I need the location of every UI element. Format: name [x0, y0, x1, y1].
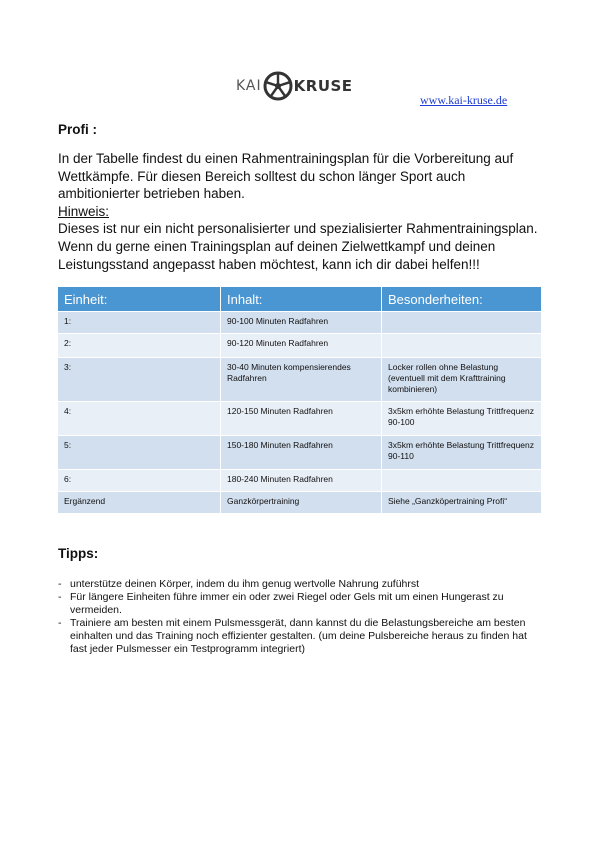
tip-text: Für längere Einheiten führe immer ein oder zwei Riegel oder Gels mit um einen Hungerast zu vermeiden. — [70, 591, 504, 616]
table-row — [58, 358, 542, 402]
table-cell — [382, 334, 542, 358]
table-row — [58, 436, 542, 470]
table-cell: 3x5km erhöhte Belastung Trittfrequenz 90-110 — [382, 436, 542, 470]
table-cell: 4: — [58, 402, 221, 436]
training-plan-table — [57, 286, 542, 514]
tip-text: Trainiere am besten mit einem Pulsmessgerät, dann kannst du die Belastungsbereiche am besten einhalten und das Training noch effizienter gestalten. (um deine Pulsbereiche heraus zu finden hat fast jeder Pulsmesser ein Testprogramm integriert) — [70, 617, 527, 655]
page-title: Profi : — [58, 122, 97, 137]
table-cell: Ergänzend — [58, 492, 221, 514]
table-cell: 2: — [58, 334, 221, 358]
table-cell: 120-150 Minuten Radfahren — [221, 402, 382, 436]
table-cell: 5: — [58, 436, 221, 470]
table-row — [58, 402, 542, 436]
list-item: - Für längere Einheiten führe immer ein oder zwei Riegel oder Gels mit um einen Hungerast zu vermeiden. — [58, 591, 504, 616]
intro-paragraph: In der Tabelle findest du einen Rahmentrainingsplan für die Vorbereitung auf Wettkämpfe. Für diesen Bereich solltest du schon länger Sport auch ambitionierter betrieben haben. — [58, 151, 514, 202]
table-cell — [382, 312, 542, 334]
table-cell: Locker rollen ohne Belastung (eventuell mit dem Krafttraining kombinieren) — [382, 358, 542, 402]
table-row — [58, 470, 542, 492]
website-link[interactable]: www.kai-kruse.de — [420, 93, 508, 107]
table-cell: 3x5km erhöhte Belastung Trittfrequenz 90-100 — [382, 402, 542, 436]
table-cell: 90-120 Minuten Radfahren — [221, 334, 382, 358]
hint-text: Dieses ist nur ein nicht personalisierter und spezialisierter Rahmentrainingsplan. Wenn du gerne einen Trainingsplan auf deinen Zielwettkampf und deinen Leistungsstand angepasst haben möchtest, kann ich dir dabei helfen!!! — [58, 221, 538, 272]
table-cell: 3: — [58, 358, 221, 402]
table-cell: Siehe „Ganzköpertraining Profi“ — [382, 492, 542, 514]
column-header-unit: Einheit: — [58, 287, 221, 312]
tips-list — [58, 578, 543, 656]
logo-text-kruse: KRUSE — [293, 77, 353, 95]
logo-text-kai: KAI — [236, 78, 262, 94]
intro-section — [58, 150, 548, 273]
hint-label: Hinweis: — [58, 203, 110, 219]
table-row — [58, 312, 542, 334]
table-cell: 30-40 Minuten kompensierendes Radfahren — [221, 358, 382, 402]
tip-text: unterstütze deinen Körper, indem du ihm genug wertvolle Nahrung zuführst — [70, 578, 420, 590]
wheel-icon — [263, 71, 293, 101]
tips-section — [58, 578, 543, 656]
list-item: - unterstütze deinen Körper, indem du ihm genug wertvolle Nahrung zuführst — [58, 578, 420, 590]
column-header-notes: Besonderheiten: — [382, 287, 542, 312]
table-cell: 180-240 Minuten Radfahren — [221, 470, 382, 492]
column-header-content: Inhalt: — [221, 287, 382, 312]
table-row — [58, 334, 542, 358]
table-cell: Ganzkörpertraining — [221, 492, 382, 514]
table-header-row — [58, 287, 542, 312]
table-row — [58, 492, 542, 514]
table-cell: 90-100 Minuten Radfahren — [221, 312, 382, 334]
brand-logo — [236, 66, 353, 106]
table-cell: 6: — [58, 470, 221, 492]
table-cell — [382, 470, 542, 492]
list-item: - Trainiere am besten mit einem Pulsmessgerät, dann kannst du die Belastungsbereiche am besten einhalten und das Training noch effizienter gestalten. (um deine Pulsbereiche heraus zu finden hat fast jeder Pulsmesser ein Testprogramm integriert) — [58, 617, 527, 655]
table-cell: 150-180 Minuten Radfahren — [221, 436, 382, 470]
tips-title: Tipps: — [58, 546, 99, 561]
table-cell: 1: — [58, 312, 221, 334]
